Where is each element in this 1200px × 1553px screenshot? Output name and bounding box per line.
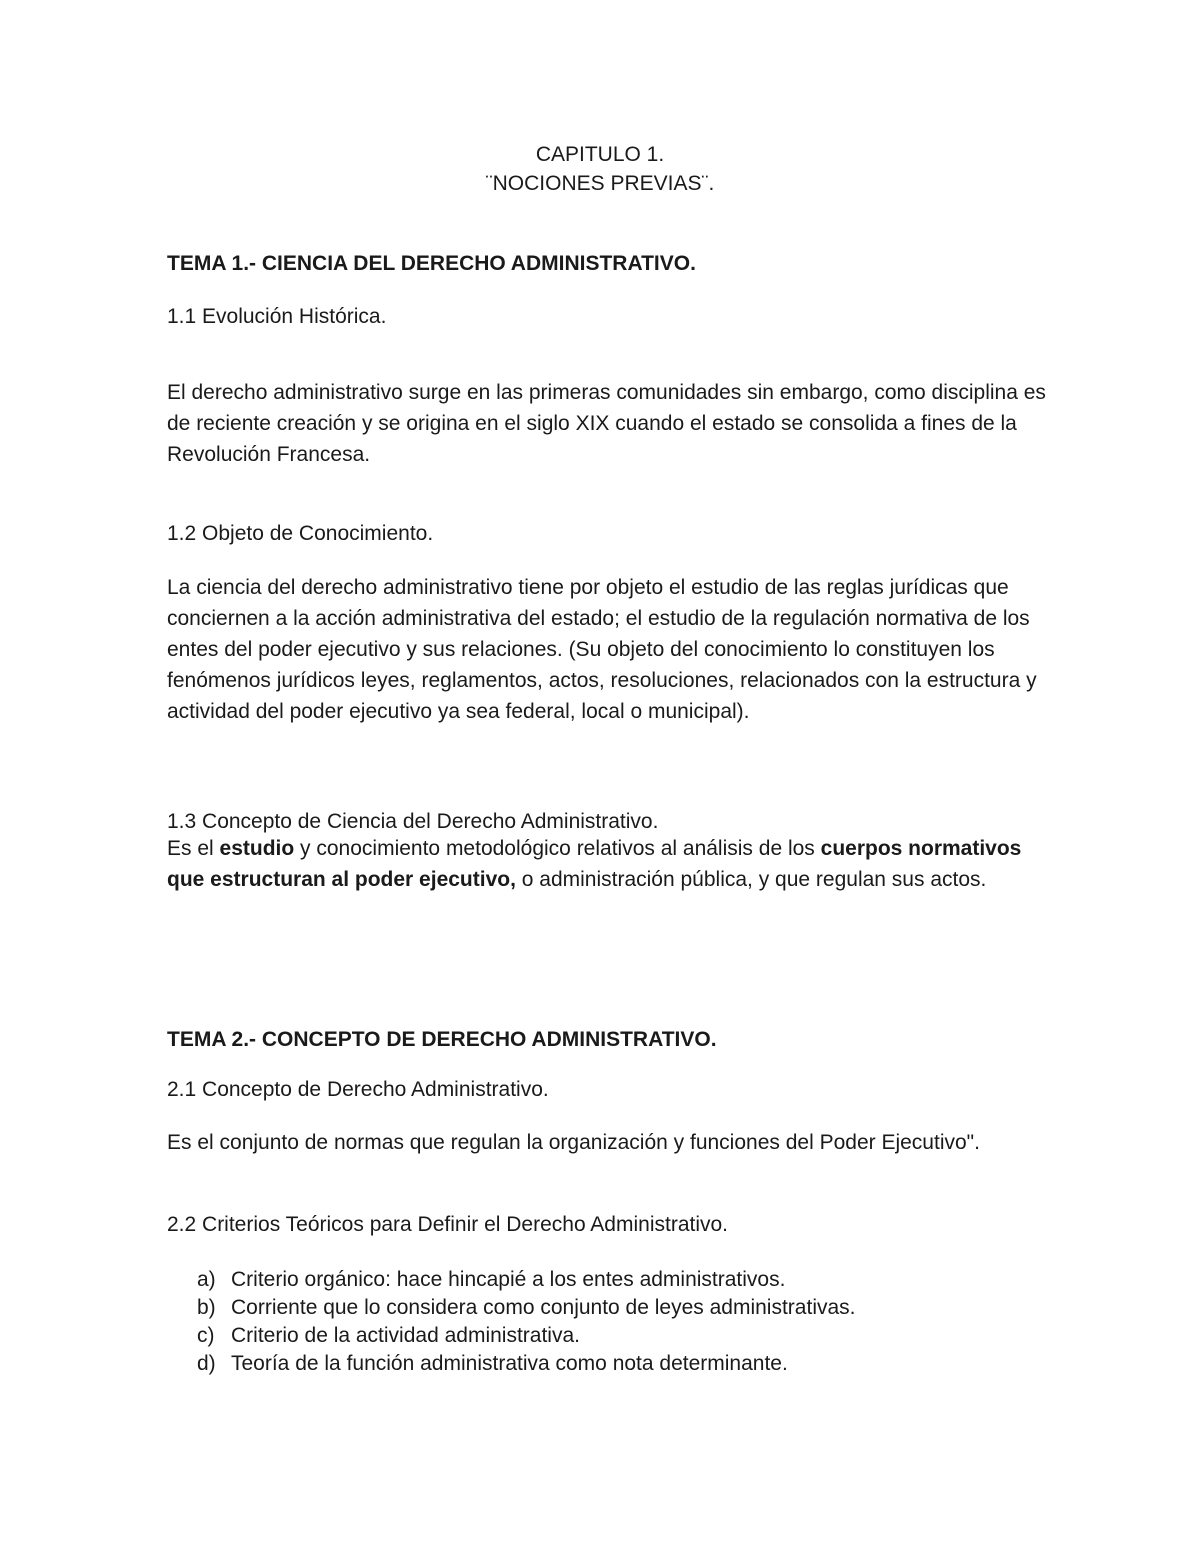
section-1-1-body: El derecho administrativo surge en las primeras comunidades sin embargo, como disciplina es de reciente creación y se origina en el siglo XIX cuando el estado se consolida a fines de la Revolución Francesa. — [167, 381, 1046, 466]
section-1-3-body-text: Es el — [167, 837, 220, 860]
section-2-1-heading: 2.1 Concepto de Derecho Administrativo. — [167, 1078, 549, 1101]
section-1-2-heading: 1.2 Objeto de Conocimiento. — [167, 522, 434, 545]
list-item-text: Criterio orgánico: hace hincapié a los entes administrativos. — [231, 1268, 786, 1291]
section-1-3-heading: 1.3 Concepto de Ciencia del Derecho Administrativo. — [167, 810, 659, 833]
section-2-2-heading: 2.2 Criterios Teóricos para Definir el Derecho Administrativo. — [167, 1213, 729, 1236]
section-1-3-emphasis-estudio: estudio — [219, 837, 295, 860]
list-item-marker: b) — [197, 1296, 216, 1319]
list-item — [167, 1266, 1047, 1294]
section-1-3-emphasis-cuerpos: cuerpos normativos que estructuran al poder ejecutivo, — [167, 837, 1022, 891]
tema1-heading: TEMA 1.- CIENCIA DEL DERECHO ADMINISTRATIVO. — [167, 252, 696, 275]
list-item — [167, 1294, 1047, 1322]
list-item-text: Criterio de la actividad administrativa. — [231, 1324, 580, 1347]
section-1-1-heading: 1.1 Evolución Histórica. — [167, 305, 387, 328]
section-1-3-body-text: y conocimiento metodológico relativos al análisis de los — [294, 837, 821, 860]
list-item — [167, 1322, 1047, 1350]
list-item-text: Teoría de la función administrativa como nota determinante. — [231, 1352, 788, 1375]
section-2-1-body: Es el conjunto de normas que regulan la organización y funciones del Poder Ejecutivo". — [167, 1131, 980, 1154]
list-item-marker: c) — [197, 1324, 215, 1347]
section-1-2-body: La ciencia del derecho administrativo tiene por objeto el estudio de las reglas jurídicas que conciernen a la acción administrativa del estado; el estudio de la regulación normativa de los entes del poder ejecutivo y sus relaciones. (Su objeto del conocimiento lo constituyen los fenómenos jurídicos leyes, reglamentos, actos, resoluciones, relacionados con la estructura y actividad del poder ejecutivo ya sea federal, local o municipal). — [167, 576, 1037, 723]
list-item-marker: d) — [197, 1352, 216, 1375]
section-1-3-body-text: o administración pública, y que regulan sus actos. — [515, 868, 987, 891]
list-item-text: Corriente que lo considera como conjunto de leyes administrativas. — [231, 1296, 856, 1319]
tema2-heading: TEMA 2.- CONCEPTO DE DERECHO ADMINISTRATIVO. — [167, 1028, 717, 1051]
criteria-list — [167, 1266, 1047, 1378]
chapter-title: CAPITULO 1. — [535, 143, 665, 166]
chapter-subtitle: ¨NOCIONES PREVIAS¨. — [485, 172, 715, 195]
list-item-marker: a) — [197, 1268, 216, 1291]
section-1-3-body — [167, 833, 1047, 895]
list-item — [167, 1350, 1047, 1378]
